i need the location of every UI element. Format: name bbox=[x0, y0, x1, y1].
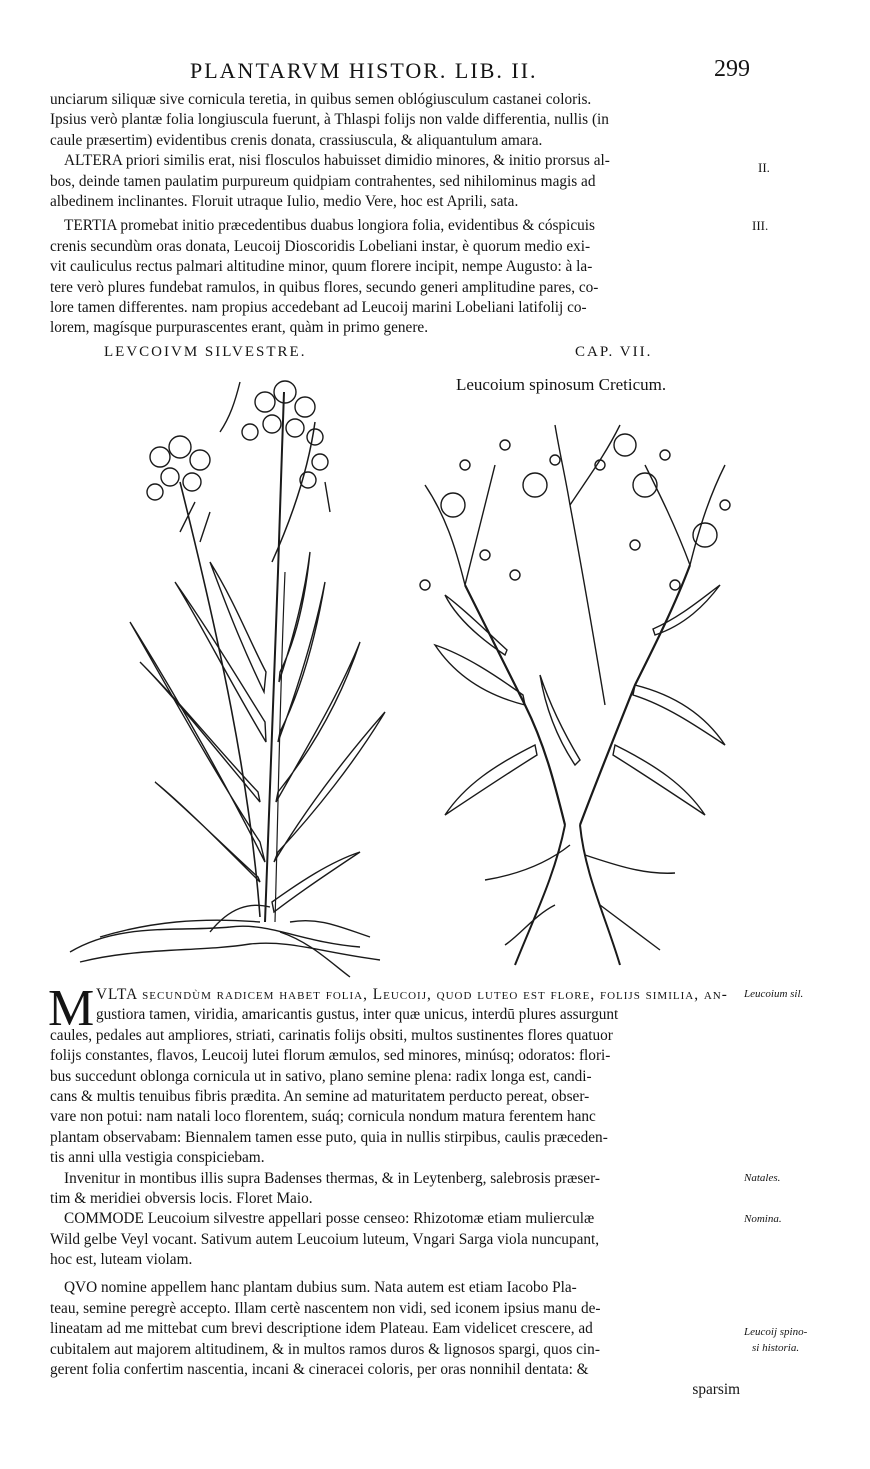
text-line: COMMODE Leucoium silvestre appellari posse censeo: Rhizotomæ etiam mulierculæ bbox=[64, 1210, 595, 1228]
margin-note-spinosi: Leucoij spino- bbox=[744, 1326, 808, 1338]
text-line: plantam observabam: Biennalem tamen esse puto, quia in nullis stirpibus, caulis præceden- bbox=[50, 1128, 608, 1146]
page-header bbox=[190, 58, 750, 90]
text-line: tim & meridiei obversis locis. Floret Maio. bbox=[50, 1189, 313, 1207]
text-line: teau, semine peregrè accepto. Illam certè nascentem non vidi, sed iconem ipsius manu de- bbox=[50, 1299, 601, 1317]
text-line: gerent folia confertim nascentia, incani & cineracei coloris, per oras nonnihil dentata: & bbox=[50, 1361, 589, 1379]
text-line: folijs constantes, flavos, Leucoij lutei florum æmulos, sed minores, minúsq; odoratos: flori- bbox=[50, 1047, 611, 1065]
text-line: Ipsius verò plantæ folia longiuscula fuerunt, à Thlaspi folijs non valde differentia, nullis (in bbox=[50, 111, 609, 129]
main-text-block bbox=[48, 980, 740, 1401]
text-line: Wild gelbe Veyl vocant. Sativum autem Leucoium luteum, Vngari Sarga viola nuncupant, bbox=[50, 1230, 600, 1248]
text-line: VLTA secundùm radicem habet folia, Leucoij, quod luteo est flore, folijs similia, an- bbox=[96, 986, 728, 1003]
text-line: Invenitur in montibus illis supra Badenses thermas, & in Leytenberg, salebrosis præser- bbox=[64, 1169, 600, 1187]
text-line: lorem, magísque purpurascentes erant, quàm in primo genere. bbox=[50, 319, 429, 337]
margin-note-natales: Natales. bbox=[744, 1172, 781, 1184]
catchword: sparsim bbox=[692, 1381, 740, 1399]
text-line: albedinem inclinantes. Floruit utraque Iulio, medio Vere, hoc est Aprili, sata. bbox=[50, 192, 519, 210]
text-line: unciarum siliquæ sive cornicula teretia, in quibus semen oblógiusculum castanei coloris. bbox=[50, 91, 592, 108]
text-line: caule præsertim) evidentibus crenis donata, crassiuscula, & aliquantulum amara. bbox=[50, 131, 543, 149]
text-line: cans & multis tenuibus fibris prædita. An semine ad maturitatem perducto pereat, obser- bbox=[50, 1087, 590, 1105]
margin-numeral-iii: III. bbox=[752, 218, 769, 233]
margin-numeral-ii: II. bbox=[758, 160, 770, 175]
text-line: hoc est, luteam violam. bbox=[50, 1251, 193, 1269]
chapter-heading: CAP. VII. bbox=[575, 344, 653, 360]
text-line: tis anni ulla vestigia conspiciebam. bbox=[50, 1149, 265, 1167]
figure-caption-left: LEVCOIVM SILVESTRE. bbox=[104, 344, 307, 360]
text-line: vare non potui: nam natali loco florentem, suáq; cornicula nondum matura ferentem hanc bbox=[50, 1108, 596, 1126]
text-line: bos, deinde tamen paulatim purpureum quidpiam contrahentes, sed nihilominus magis ad bbox=[50, 172, 596, 190]
margin-note-historia: si historia. bbox=[752, 1342, 800, 1354]
text-line: crenis secundùm oras donata, Leucoij Dioscoridis Lobeliani instar, è quorum medio exi- bbox=[50, 237, 591, 255]
margin-note-nomina: Nomina. bbox=[744, 1213, 782, 1225]
drop-capital: M bbox=[48, 980, 95, 1037]
text-line: TERTIA promebat initio præcedentibus duabus longiora folia, evidentibus & cóspicuis bbox=[64, 217, 595, 235]
top-text-block bbox=[50, 90, 740, 339]
page-number: 299 bbox=[714, 56, 750, 82]
figure-caption-right: Leucoium spinosum Creticum. bbox=[456, 375, 667, 394]
text-line: vit cauliculus rectus palmari altitudine minor, quum florere incipit, nempe Augusto: à la- bbox=[50, 258, 593, 276]
running-title: PLANTARVM HISTOR. LIB. II. bbox=[190, 58, 538, 83]
text-line: lore tamen differentes. nam propius accedebant ad Leucoij marini Lobeliani latifolij co- bbox=[50, 298, 587, 316]
text-line: cubitalem aut majorem altitudinem, & in multos ramos duros & lignosos spargi, quos cin- bbox=[50, 1340, 600, 1358]
text-line: QVO nomine appellem hanc plantam dubius sum. Nata autem est etiam Iacobo Pla- bbox=[64, 1279, 577, 1297]
woodcut-leucoium-spinosum bbox=[405, 405, 740, 980]
text-line: ALTERA priori similis erat, nisi flosculos habuisset dimidio minores, & initio prorsus al- bbox=[64, 152, 610, 170]
woodcut-leucoium-silvestre bbox=[60, 362, 410, 982]
text-line: bus succedunt oblonga cornicula ut in sativo, plano semine plena: radix longa est, candi- bbox=[50, 1067, 592, 1085]
text-line: lineatam ad me mittebat cum brevi descriptione idem Plateau. Eam videlicet crescere, ad bbox=[50, 1320, 593, 1338]
text-line: gustiora tamen, viridia, amaricantis gustus, inter quæ unicus, interdū plures assurgunt bbox=[96, 1006, 619, 1024]
text-line: tere verò plures fundebat ramulos, in quibus flores, secundo generi amplitudine pares, co- bbox=[50, 278, 599, 296]
margin-note-leucoium: Leucoium sil. bbox=[744, 988, 804, 1000]
text-line: caules, pedales aut ampliores, striati, carinatis folijs obsiti, multos sustinentes flores quatuor bbox=[50, 1026, 613, 1044]
